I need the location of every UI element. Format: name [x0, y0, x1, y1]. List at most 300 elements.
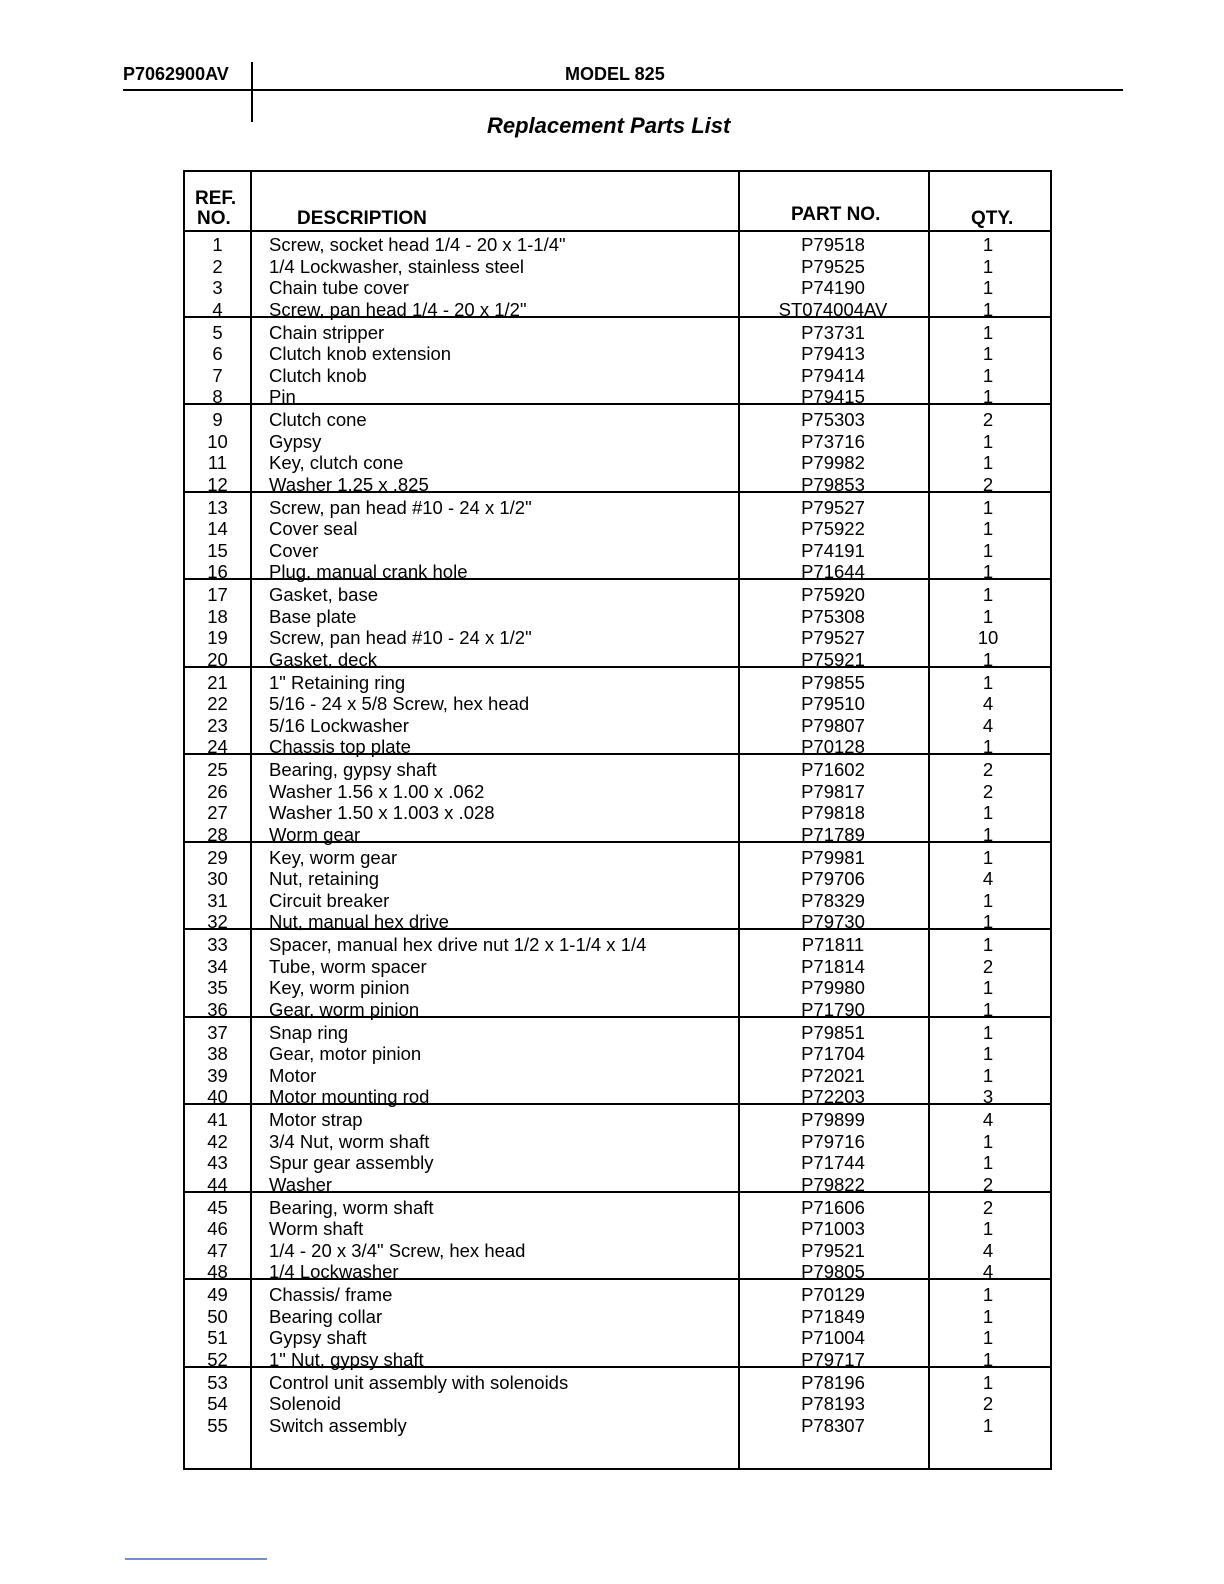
- quantity: 1: [982, 452, 994, 474]
- table-row: [185, 409, 1050, 431]
- table-row: [185, 868, 1050, 890]
- table-row: [185, 277, 1050, 299]
- table-row: [185, 1043, 1050, 1065]
- quantity: 4: [982, 693, 994, 715]
- part-description: Gasket, base: [269, 584, 379, 605]
- part-description: Switch assembly: [269, 1414, 407, 1436]
- part-number: P79521: [801, 1239, 865, 1261]
- part-description: 3/4 Nut, worm shaft: [269, 1130, 430, 1152]
- part-number: P79899: [801, 1109, 865, 1130]
- table-row: [185, 672, 1050, 694]
- part-number: P75308: [801, 605, 865, 627]
- part-description: Cover: [269, 539, 319, 561]
- ref-number: 12: [207, 473, 228, 495]
- ref-number: 27: [207, 802, 228, 824]
- row-group: [185, 1368, 1050, 1456]
- row-group: [185, 1105, 1050, 1193]
- ref-number: 14: [207, 518, 228, 540]
- part-number: P79805: [801, 1261, 865, 1283]
- ref-number: 54: [207, 1393, 228, 1415]
- part-description: Bearing, worm shaft: [269, 1196, 434, 1218]
- part-description: Key, worm pinion: [269, 977, 410, 999]
- part-description: Chassis top plate: [269, 736, 411, 758]
- ref-number: 43: [207, 1152, 228, 1174]
- table-row: [185, 1022, 1050, 1044]
- part-number: ST074004AV: [778, 298, 888, 320]
- part-description: Plug, manual crank hole: [269, 561, 468, 583]
- table-row: [185, 1306, 1050, 1328]
- part-number: P79527: [801, 496, 865, 518]
- ref-number: 36: [207, 998, 228, 1020]
- quantity: 1: [982, 1021, 994, 1043]
- part-description: Worm shaft: [269, 1218, 364, 1240]
- part-number: P79413: [801, 343, 865, 365]
- quantity: 2: [982, 1393, 994, 1415]
- table-row: [185, 497, 1050, 519]
- part-number: P79415: [801, 386, 865, 408]
- part-number: P72203: [801, 1086, 865, 1108]
- table-row: [185, 977, 1050, 999]
- part-number: P71004: [801, 1327, 865, 1349]
- quantity: 2: [982, 955, 994, 977]
- quantity: 1: [982, 277, 994, 299]
- table-row: [185, 343, 1050, 365]
- ref-number: 37: [207, 1021, 228, 1043]
- ref-number: 44: [207, 1173, 228, 1195]
- quantity: 1: [982, 736, 994, 758]
- part-description: 1" Retaining ring: [269, 671, 406, 693]
- ref-number: 40: [207, 1086, 228, 1108]
- quantity: 1: [982, 1414, 994, 1436]
- part-number: P71790: [801, 998, 865, 1020]
- ref-number: 1: [212, 234, 223, 255]
- table-row: [185, 781, 1050, 803]
- ref-number: 4: [212, 298, 223, 320]
- part-number: P79853: [801, 473, 865, 495]
- table-row: [185, 584, 1050, 606]
- table-row: [185, 1065, 1050, 1087]
- table-row: [185, 256, 1050, 278]
- part-description: Motor: [269, 1064, 317, 1086]
- ref-number: 17: [207, 584, 228, 605]
- part-number: P79414: [801, 364, 865, 386]
- part-number: P71606: [801, 1196, 865, 1218]
- table-body: [185, 230, 1050, 1468]
- part-number: P79982: [801, 452, 865, 474]
- quantity: 2: [982, 759, 994, 780]
- table-row: [185, 540, 1050, 562]
- part-number: P79518: [801, 234, 865, 255]
- table-row: [185, 1393, 1050, 1415]
- ref-number: 47: [207, 1239, 228, 1261]
- part-description: Chain stripper: [269, 321, 385, 343]
- quantity: 1: [982, 234, 994, 255]
- part-number: P71602: [801, 759, 865, 780]
- header-vertical-rule: [251, 62, 253, 122]
- quantity: 1: [982, 1327, 994, 1349]
- table-row: [185, 693, 1050, 715]
- part-description: 1/4 - 20 x 3/4" Screw, hex head: [269, 1239, 526, 1261]
- part-number: P75922: [801, 518, 865, 540]
- ref-number: 25: [207, 759, 228, 780]
- quantity: 1: [982, 1064, 994, 1086]
- ref-number: 38: [207, 1043, 228, 1065]
- part-description: Control unit assembly with solenoids: [269, 1371, 569, 1393]
- table-row: [185, 365, 1050, 387]
- part-number: P79980: [801, 977, 865, 999]
- part-number: P71789: [801, 823, 865, 845]
- quantity: 1: [982, 1130, 994, 1152]
- header-horizontal-rule: [123, 89, 1123, 91]
- ref-number: 55: [207, 1414, 228, 1436]
- quantity: 1: [982, 1305, 994, 1327]
- part-number: P75303: [801, 409, 865, 430]
- table-row: [185, 299, 1050, 321]
- row-group: [185, 930, 1050, 1018]
- quantity: 1: [982, 977, 994, 999]
- ref-number: 33: [207, 934, 228, 955]
- table-row: [185, 1174, 1050, 1196]
- quantity: 1: [982, 889, 994, 911]
- table-row: [185, 1152, 1050, 1174]
- row-group: [185, 1280, 1050, 1368]
- ref-number: 35: [207, 977, 228, 999]
- part-description: Spacer, manual hex drive nut 1/2 x 1-1/4 x 1/4: [269, 934, 647, 955]
- part-number: P73731: [801, 321, 865, 343]
- table-row: [185, 627, 1050, 649]
- quantity: 1: [982, 998, 994, 1020]
- ref-number: 26: [207, 780, 228, 802]
- table-row: [185, 999, 1050, 1021]
- page-title: Replacement Parts List: [487, 113, 731, 138]
- quantity: 2: [982, 780, 994, 802]
- ref-number: 19: [207, 627, 228, 649]
- quantity: 1: [982, 364, 994, 386]
- part-number: P73716: [801, 430, 865, 452]
- part-number: P79525: [801, 255, 865, 277]
- part-number: P71811: [801, 934, 865, 955]
- ref-number: 22: [207, 693, 228, 715]
- part-number: P79817: [801, 780, 865, 802]
- table-row: [185, 1261, 1050, 1283]
- quantity: 1: [982, 539, 994, 561]
- ref-number: 21: [207, 671, 228, 693]
- table-row: [185, 1218, 1050, 1240]
- part-description: Spur gear assembly: [269, 1152, 434, 1174]
- ref-number: 2: [212, 255, 223, 277]
- part-number: P71814: [801, 955, 865, 977]
- ref-header-line2: NO.: [197, 208, 231, 229]
- quantity-header: QTY.: [971, 208, 1014, 229]
- table-row: [185, 234, 1050, 256]
- table-row: [185, 1240, 1050, 1262]
- part-number: P74191: [801, 539, 865, 561]
- table-row: [185, 1131, 1050, 1153]
- part-description: Gypsy shaft: [269, 1327, 367, 1349]
- part-number: P79706: [801, 868, 865, 890]
- quantity: 4: [982, 1239, 994, 1261]
- ref-number: 30: [207, 868, 228, 890]
- quantity: 1: [982, 911, 994, 933]
- row-group: [185, 580, 1050, 668]
- quantity: 2: [982, 473, 994, 495]
- quantity: 1: [982, 605, 994, 627]
- ref-number: 50: [207, 1305, 228, 1327]
- quantity: 1: [982, 1152, 994, 1174]
- part-description: Solenoid: [269, 1393, 342, 1415]
- ref-number: 51: [207, 1327, 228, 1349]
- quantity: 1: [982, 496, 994, 518]
- part-description: Circuit breaker: [269, 889, 390, 911]
- quantity: 1: [982, 823, 994, 845]
- part-description: Chain tube cover: [269, 277, 409, 299]
- quantity: 4: [982, 1261, 994, 1283]
- quantity: 1: [982, 671, 994, 693]
- ref-number: 29: [207, 846, 228, 868]
- ref-number: 3: [212, 277, 223, 299]
- quantity: 10: [977, 627, 999, 649]
- ref-number: 16: [207, 561, 228, 583]
- part-description: Motor strap: [269, 1109, 363, 1130]
- quantity: 1: [982, 584, 994, 605]
- row-group: [185, 1018, 1050, 1106]
- ref-number: 39: [207, 1064, 228, 1086]
- part-number: P75921: [801, 648, 865, 670]
- ref-number: 45: [207, 1196, 228, 1218]
- part-number: P78329: [801, 889, 865, 911]
- part-description: Nut, manual hex drive: [269, 911, 449, 933]
- model-label: MODEL 825: [565, 64, 665, 84]
- table-row: [185, 1372, 1050, 1394]
- quantity: 2: [982, 409, 994, 430]
- ref-number: 52: [207, 1348, 228, 1370]
- part-description: Worm gear: [269, 823, 361, 845]
- part-description: Gear, motor pinion: [269, 1043, 422, 1065]
- part-description: Nut, retaining: [269, 868, 380, 890]
- table-row: [185, 431, 1050, 453]
- part-description: 5/16 - 24 x 5/8 Screw, hex head: [269, 693, 530, 715]
- ref-number: 42: [207, 1130, 228, 1152]
- row-group: [185, 668, 1050, 756]
- part-description: Clutch knob extension: [269, 343, 452, 365]
- table-row: [185, 759, 1050, 781]
- part-description: 1/4 Lockwasher, stainless steel: [269, 255, 525, 277]
- row-group: [185, 493, 1050, 581]
- quantity: 1: [982, 648, 994, 670]
- table-row: [185, 890, 1050, 912]
- part-description: Screw, socket head 1/4 - 20 x 1-1/4": [269, 234, 566, 255]
- table-header: [185, 172, 1050, 232]
- part-description: Chassis/ frame: [269, 1284, 393, 1305]
- table-row: [185, 452, 1050, 474]
- part-number: P79807: [801, 714, 865, 736]
- part-number: P72021: [801, 1064, 865, 1086]
- table-row: [185, 1327, 1050, 1349]
- part-description: Gasket, deck: [269, 648, 377, 670]
- part-description: Bearing, gypsy shaft: [269, 759, 437, 780]
- part-number: P71003: [801, 1218, 865, 1240]
- table-row: [185, 1109, 1050, 1131]
- part-number: P79730: [801, 911, 865, 933]
- quantity: 3: [982, 1086, 994, 1108]
- quantity: 1: [982, 255, 994, 277]
- ref-number: 48: [207, 1261, 228, 1283]
- table-row: [185, 322, 1050, 344]
- part-description: Pin: [269, 386, 296, 408]
- ref-header-line1: REF.: [195, 188, 237, 209]
- ref-number: 9: [212, 409, 223, 430]
- table-row: [185, 956, 1050, 978]
- part-description: Bearing collar: [269, 1305, 383, 1327]
- table-row: [185, 474, 1050, 496]
- ref-number: 53: [207, 1371, 228, 1393]
- quantity: 4: [982, 1109, 994, 1130]
- ref-number: 24: [207, 736, 228, 758]
- part-number: P79822: [801, 1173, 865, 1195]
- table-row: [185, 911, 1050, 933]
- part-description: 1/4 Lockwasher: [269, 1261, 399, 1283]
- quantity: 1: [982, 298, 994, 320]
- ref-number: 8: [212, 386, 223, 408]
- quantity: 4: [982, 714, 994, 736]
- ref-number: 34: [207, 955, 228, 977]
- quantity: 1: [982, 1371, 994, 1393]
- ref-number: 32: [207, 911, 228, 933]
- table-row: [185, 1349, 1050, 1371]
- ref-number: 20: [207, 648, 228, 670]
- description-header: DESCRIPTION: [297, 208, 427, 229]
- ref-number: 18: [207, 605, 228, 627]
- quantity: 1: [982, 934, 994, 955]
- ref-number: 10: [207, 430, 228, 452]
- part-description: 1" Nut, gypsy shaft: [269, 1348, 424, 1370]
- ref-number: 28: [207, 823, 228, 845]
- quantity: 1: [982, 518, 994, 540]
- table-row: [185, 715, 1050, 737]
- part-description: Screw, pan head 1/4 - 20 x 1/2": [269, 298, 527, 320]
- quantity: 1: [982, 1348, 994, 1370]
- ref-number: 11: [207, 452, 228, 474]
- document-id: P7062900AV: [123, 64, 229, 84]
- ref-number: 6: [212, 343, 223, 365]
- quantity: 1: [982, 343, 994, 365]
- row-group: [185, 318, 1050, 406]
- part-number: P79527: [801, 627, 865, 649]
- quantity: 1: [982, 430, 994, 452]
- row-group: [185, 755, 1050, 843]
- part-number: P71704: [801, 1043, 865, 1065]
- quantity: 4: [982, 868, 994, 890]
- ref-number: 13: [207, 496, 228, 518]
- row-group: [185, 405, 1050, 493]
- ref-number: 46: [207, 1218, 228, 1240]
- table-row: [185, 386, 1050, 408]
- part-number: P78193: [801, 1393, 865, 1415]
- part-number: P78196: [801, 1371, 865, 1393]
- part-number: P79851: [801, 1021, 865, 1043]
- part-description: Screw, pan head #10 - 24 x 1/2": [269, 496, 532, 518]
- part-description: Clutch cone: [269, 409, 367, 430]
- table-row: [185, 736, 1050, 758]
- part-description: Cover seal: [269, 518, 358, 540]
- table-row: [185, 606, 1050, 628]
- part-description: Key, worm gear: [269, 846, 398, 868]
- quantity: 1: [982, 1043, 994, 1065]
- table-row: [185, 561, 1050, 583]
- part-description: Tube, worm spacer: [269, 955, 427, 977]
- part-description: Washer 1.56 x 1.00 x .062: [269, 780, 485, 802]
- part-description: Key, clutch cone: [269, 452, 404, 474]
- part-description: Base plate: [269, 605, 357, 627]
- part-number: P79981: [801, 846, 865, 868]
- part-number: P79855: [801, 671, 865, 693]
- part-number: P79818: [801, 802, 865, 824]
- part-description: 5/16 Lockwasher: [269, 714, 409, 736]
- ref-number: 5: [212, 321, 223, 343]
- quantity: 1: [982, 1218, 994, 1240]
- part-description: Washer 1.50 x 1.003 x .028: [269, 802, 495, 824]
- quantity: 1: [982, 802, 994, 824]
- table-row: [185, 934, 1050, 956]
- part-description: Gear, worm pinion: [269, 998, 420, 1020]
- table-row: [185, 847, 1050, 869]
- part-number: P79716: [801, 1130, 865, 1152]
- parts-table: [183, 170, 1052, 1470]
- table-row: [185, 1284, 1050, 1306]
- part-number: P79717: [801, 1348, 865, 1370]
- ref-number: 15: [207, 539, 228, 561]
- quantity: 1: [982, 1284, 994, 1305]
- part-number-header: PART NO.: [791, 204, 881, 225]
- table-row: [185, 649, 1050, 671]
- part-description: Clutch knob: [269, 364, 367, 386]
- table-row: [185, 1415, 1050, 1437]
- ref-number: 7: [212, 364, 223, 386]
- part-number: P79510: [801, 693, 865, 715]
- table-row: [185, 518, 1050, 540]
- quantity: 1: [982, 386, 994, 408]
- part-number: P74190: [801, 277, 865, 299]
- part-number: P71849: [801, 1305, 865, 1327]
- table-row: [185, 1086, 1050, 1108]
- part-description: Gypsy: [269, 430, 322, 452]
- quantity: 2: [982, 1173, 994, 1195]
- ref-number: 49: [207, 1284, 228, 1305]
- part-description: Washer 1.25 x .825: [269, 473, 429, 495]
- ref-number: 23: [207, 714, 228, 736]
- table-row: [185, 802, 1050, 824]
- table-row: [185, 1197, 1050, 1219]
- part-number: P71744: [801, 1152, 865, 1174]
- quantity: 1: [982, 846, 994, 868]
- ref-number: 41: [207, 1109, 228, 1130]
- part-description: Screw, pan head #10 - 24 x 1/2": [269, 627, 532, 649]
- part-number: P78307: [801, 1414, 865, 1436]
- part-number: P75920: [801, 584, 865, 605]
- row-group: [185, 843, 1050, 931]
- quantity: 2: [982, 1196, 994, 1218]
- footer-underline: [125, 1558, 267, 1560]
- row-group: [185, 1193, 1050, 1281]
- quantity: 1: [982, 321, 994, 343]
- part-description: Washer: [269, 1173, 333, 1195]
- quantity: 1: [982, 561, 994, 583]
- part-description: Snap ring: [269, 1021, 349, 1043]
- row-group: [185, 230, 1050, 318]
- part-number: P71644: [801, 561, 865, 583]
- part-number: P70128: [801, 736, 865, 758]
- table-row: [185, 824, 1050, 846]
